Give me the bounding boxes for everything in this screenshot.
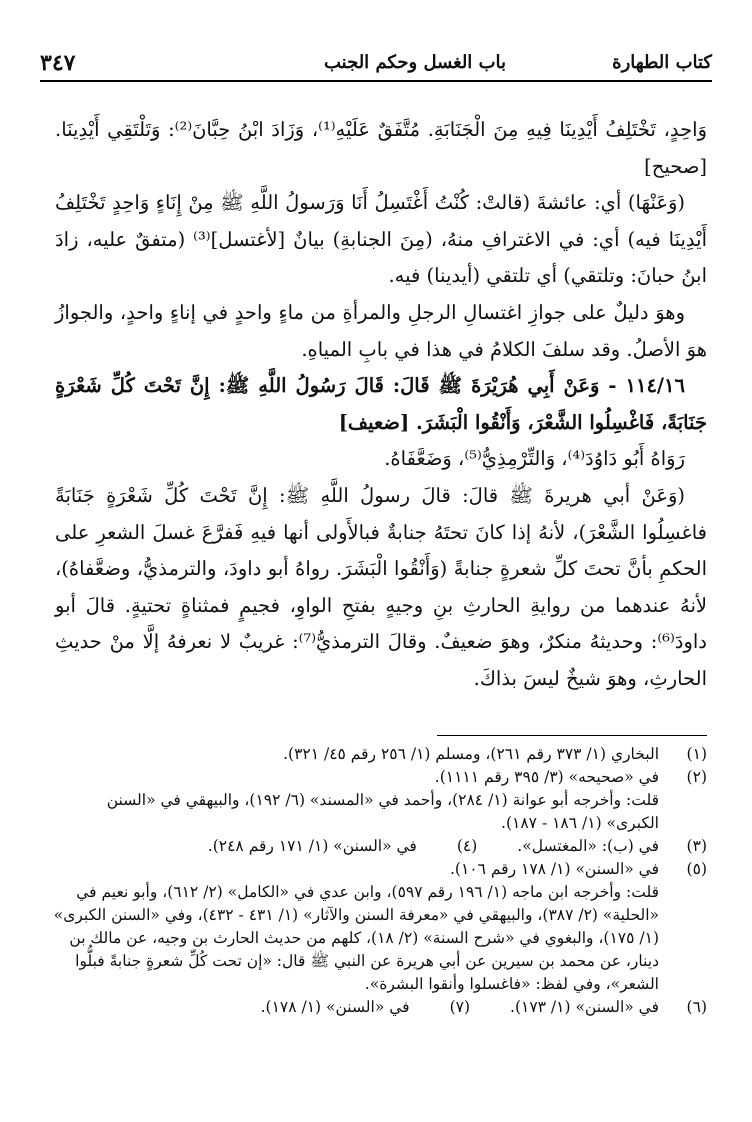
footnote-text: في «السنن» (١/ ١٧٨). [260, 998, 410, 1016]
page-header [40, 40, 712, 82]
hadith-continuation: وَاحِدٍ، تَخْتَلِفُ أَيْدِينَا فِيهِ مِنَ الْجَنَابَةِ. مُتَّفَقٌ عَلَيْهِ⁽¹⁾، وَزَادَ ابْنُ حِبَّانَ⁽²⁾: وَتَلْتَقِي أَيْدِينَا. [صحيح] [55, 118, 708, 178]
footnote-text: في «السنن» (١/ ١٧٣). [510, 998, 659, 1016]
book-title: كتاب الطهارة [612, 52, 712, 73]
chapter-title: باب الغسل وحكم الجنب [323, 52, 507, 73]
footnote-text: في (ب): «المغتسل». [517, 837, 659, 855]
main-text [55, 112, 707, 698]
footnote-text: في «صحيحه» (٣/ ٣٩٥ رقم ١١١١). [434, 768, 659, 786]
footnote-number: (١) [686, 745, 707, 763]
page-number: ٣٤٧ [40, 50, 76, 76]
footnotes [50, 743, 707, 1019]
hadith-source: رَوَاهُ أَبُو دَاوُدَ⁽⁴⁾، وَالتِّرْمِذِيُّ⁽⁵⁾، وَضَعَّفَاهُ. [384, 447, 685, 471]
footnote-text: في «السنن» (١/ ١٧١ رقم ٢٤٨). [207, 837, 417, 855]
footnote-number: (٦) [686, 998, 707, 1016]
footnote [50, 996, 707, 1019]
footnote-text: قلت: وأخرجه أبو عوانة (١/ ٢٨٤)، وأحمد في «المسند» (٦/ ١٩٢)، والبيهقي في «السنن الكبرى» (١/ ١٨٦ - ١٨٧). [106, 791, 659, 832]
footnote-number: (٧) [449, 998, 471, 1016]
footnote-number: (٢) [686, 768, 707, 786]
footnote-number: (٣) [686, 837, 707, 855]
commentary-paragraph: (وَعَنْ أبي هريرةَ ﷺ قالَ: قالَ رسولُ اللَّهِ ﷺ: إِنَّ تَحْتَ كُلِّ شَعْرَةٍ جَنَابَةً فاغسِلُوا الشَّعْرَ)، لأنهُ إذا كانَ تحتَهُ جنابةٌ فبالأَولى أنها فيهِ فَفرَّعَ غسلَ الشعرِ على الحكمِ بأنَّ تحتَ كلِّ شعرةٍ جنابةً (وَأَنْقُوا الْبَشَرَ. رواهُ أبو داودَ، والترمذيُّ، وضعَّفاهُ)، لأنهُ عندهما من روايةِ الحارثِ بنِ وجيهٍ بفتحِ الواوِ، فجيمٍ فمثناةٍ تحتيةٍ. قالَ أبو داودَ⁽⁶⁾: وحديثهُ منكرٌ، وهوَ ضعيفٌ. وقالَ الترمذيُّ⁽⁷⁾: غريبٌ لا نعرفهُ إلَّا منْ حديثِ الحارثِ، وهوَ شيخٌ ليسَ بذاكَ. [55, 483, 707, 690]
hadith-text: ١١٤/١٦ - وَعَنْ أَبِي هُرَيْرَةَ ﷺ قَالَ: قَالَ رَسُولُ اللَّهِ ﷺ: إِنَّ تَحْتَ كُلِّ شَعْرَةٍ جَنَابَةً، فَاغْسِلُوا الشَّعْرَ، وَأَنْقُوا الْبَشَرَ. [ضعيف] [55, 374, 707, 434]
commentary-paragraph: وهوَ دليلٌ على جوازِ اغتسالِ الرجلِ والمرأةِ من ماءٍ واحدٍ في إناءٍ واحدٍ، والجوازُ هوَ الأصلُ. وقد سلفَ الكلامُ في هذا في بابِ المياهِ. [55, 300, 707, 361]
footnote-text: في «السنن» (١/ ١٧٨ رقم ١٠٦). [449, 860, 659, 878]
footnote-pair [50, 996, 659, 1019]
footnote [50, 766, 707, 835]
footnote [50, 743, 707, 766]
commentary-paragraph: (وَعَنْهَا) أي: عائشةَ (قالتْ: كُنْتُ أَغْتَسِلُ أَنَا وَرَسولُ اللَّهِ ﷺ مِنْ إِنَاءٍ وَاحِدٍ تَخْتَلِفُ أَيْدِينَا فيه) أي: في الاغترافِ منهُ، (مِنَ الجنابةِ) بيانٌ [لأغتسل]⁽³⁾ (متفقٌ عليه، زادَ ابنُ حبانَ: وتلتقي) أي تلتقي (أيدينا) فيه. [55, 191, 707, 288]
footnote [50, 858, 707, 996]
footnote-separator [437, 735, 707, 736]
footnote-number: (٤) [456, 837, 478, 855]
footnote-text: البخاري (١/ ٣٧٣ رقم ٢٦١)، ومسلم (١/ ٢٥٦ رقم ٤٥/ ٣٢١). [283, 745, 659, 763]
footnote-number: (٥) [686, 860, 707, 878]
footnote-pair [50, 835, 659, 858]
footnote [50, 835, 707, 858]
footnote-text: قلت: وأخرجه ابن ماجه (١/ ١٩٦ رقم ٥٩٧)، وابن عدي في «الكامل» (٢/ ٦١٢)، وأبو نعيم في «الحلية» (٢/ ٣٨٧)، والبيهقي في «معرفة السنن والآثار» (١/ ٤٣١ - ٤٣٢)، وفي «السنن الكبرى» (١/ ١٧٥)، والبغوي في «شرح السنة» (٢/ ١٨)، كلهم من حديث الحارث بن وجيه، عن مالك بن دينار، عن محمد بن سيرين عن أبي هريرة عن النبي ﷺ قال: «إن تحت كُلِّ شعرةٍ جنابةً فبلُّوا الشعر»، وفي لفظ: «فاغسلوا وأنقوا البشرة». [53, 883, 659, 993]
